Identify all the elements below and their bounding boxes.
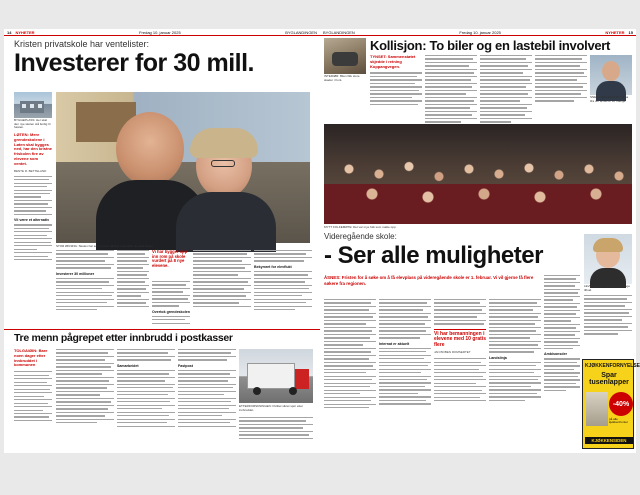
body-column-3	[152, 281, 190, 326]
truck-photo-caption: ETTERFORSKNINGEN: Politiet sikret spor etter innbruddet.	[239, 404, 304, 412]
main-story-kicker: Kristen privatskole har ventelister:	[14, 39, 150, 49]
subhead-alternative: Vil være et alternativ	[14, 218, 50, 223]
pullquote-box	[152, 250, 190, 278]
school-pullquote: Vi har bemanningen i elevene med 10 gratis flere	[434, 330, 486, 348]
audience-photo	[324, 124, 632, 224]
school-column-5	[544, 275, 580, 449]
second-story-subhead-2: Fastpost	[178, 363, 193, 368]
story-divider	[4, 329, 320, 330]
ad-brand: KJØKKENSIDEN	[585, 437, 633, 444]
second-story-column-3	[178, 349, 236, 449]
school-column-1	[324, 299, 376, 449]
subhead-takeover: Overtok grendeskolen	[152, 309, 190, 314]
school-kicker: Videregående skole:	[324, 232, 397, 241]
school-column-2	[379, 299, 431, 449]
right-section-label: NYHETER	[605, 29, 625, 35]
main-story-byline: BENTE R. BETTELAND	[14, 168, 47, 173]
school-headline: - Ser alle muligheter	[324, 242, 543, 269]
school-column-3	[434, 299, 486, 449]
subhead-investment: Investerer 30 millioner	[56, 271, 95, 276]
second-story-column-4	[239, 417, 313, 449]
school-pullquote-byline: JAN BOBEN ROMSERTET	[434, 350, 471, 355]
body-text-lines	[14, 176, 52, 216]
building-photo-caption: BYGGEPLASS: Her skal den nye skolen stå ferdig til høsten.	[14, 118, 51, 130]
left-page-date: Fredag 10. januar 2025	[139, 29, 181, 35]
body-column-1	[56, 250, 114, 326]
school-subhead-internat: Internat er aktuelt	[379, 341, 410, 346]
second-story-column-2	[117, 349, 175, 449]
collision-column-1	[370, 55, 422, 125]
ad-discount: -40%	[612, 400, 630, 408]
audience-photo-caption: MYTT FOLKEMØTE: Det var mye folk som møtte opp.	[324, 225, 397, 229]
collision-photo-caption: INTERIØR: Bilen fikk store skader i front.	[324, 74, 360, 82]
school-subhead-ambisonsder: Ambisonsder	[544, 352, 567, 357]
left-section-label: NYHETER	[15, 29, 35, 35]
ad-discount-label: på alle kjøkkenfronter	[609, 417, 629, 425]
body-text-lines	[14, 224, 52, 260]
school-column-4	[489, 299, 541, 449]
portrait-photo-woman	[584, 234, 632, 284]
right-page-header	[320, 29, 636, 36]
ad-discount-badge	[609, 392, 633, 416]
main-story-pullquote: Vi har bygget opp inn rom på skole vurdert på 8 nye elevene.	[152, 249, 188, 268]
couple-photo-caption: STOR ØKNING: Skolen har sett en jevn økning i elevtallet de siste årene.	[56, 244, 154, 248]
collision-column-3	[480, 55, 532, 125]
collision-photo	[324, 38, 366, 74]
ad-tagline: Spar tusenlapper	[589, 372, 629, 386]
truck-photo	[239, 349, 313, 403]
second-story-subhead-1: Samarbeidet	[117, 363, 139, 368]
body-column-2	[117, 250, 149, 326]
school-pullquote-box	[434, 329, 486, 355]
school-intro: ÅSNES: Fristen for å søke om å få elevplass på videregående skole er 1. februar. Vi vil gjerne få flere søkere fra regionen.	[324, 275, 534, 286]
right-page-number: 15	[628, 29, 633, 35]
portrait-photo-man	[590, 55, 632, 95]
collision-intro: TYNSET: Sammenstøtet skjedde i retning Koppangvegen.	[370, 54, 416, 69]
collision-column-4	[535, 55, 587, 125]
school-intro-box	[324, 275, 544, 297]
second-story-column-1	[56, 349, 114, 449]
second-story-left-column	[14, 349, 52, 449]
left-newspaper-page	[4, 29, 320, 453]
right-paper-name: BYGLANDINGEN	[323, 29, 355, 35]
second-story-kicker: TOLGA/ØIN: Bare noen dager etter innbruddet i kommunen	[14, 348, 48, 368]
school-column-6	[584, 295, 632, 355]
school-subhead-landslinja: Landslinja	[489, 355, 507, 360]
portrait-woman-caption: LEVEREGLER: Skolen har mange tilbud.	[584, 284, 631, 292]
right-page-date: Fredag 10. januar 2025	[459, 29, 501, 35]
right-newspaper-page	[320, 29, 640, 453]
subhead-worry: Bekymret for elevflukt	[254, 264, 292, 269]
main-story-intro: LØTEN: Mere grendeskolene i Løten skal bygges ned, har den kristne friskolen fire av elevene som ventet.	[14, 132, 53, 166]
building-photo	[14, 92, 52, 118]
body-column-5	[254, 250, 312, 326]
collision-headline: Kollisjon: To biler og en lastebil involvert	[370, 38, 611, 53]
left-page-header	[4, 29, 320, 36]
left-paper-name: BYGLANDINGEN	[285, 29, 317, 35]
main-story-left-column	[14, 133, 52, 273]
second-story-headline: Tre menn pågrepet etter innbrudd i postkasser	[14, 332, 233, 344]
left-page-number: 14	[7, 29, 12, 35]
body-column-4	[193, 250, 251, 326]
portrait-man-caption: SNELL HEIMESTUEN: Vi sa ifra om at det er for mange.	[590, 95, 629, 103]
couple-photo	[56, 92, 310, 243]
kitchen-advertisement[interactable]	[582, 359, 640, 449]
ad-kitchen-image	[586, 392, 608, 426]
collision-column-2	[425, 55, 477, 125]
ad-title: KJØKKENFORNYELSE	[585, 363, 640, 369]
main-story-headline: Investerer for 30 mill.	[14, 49, 255, 77]
